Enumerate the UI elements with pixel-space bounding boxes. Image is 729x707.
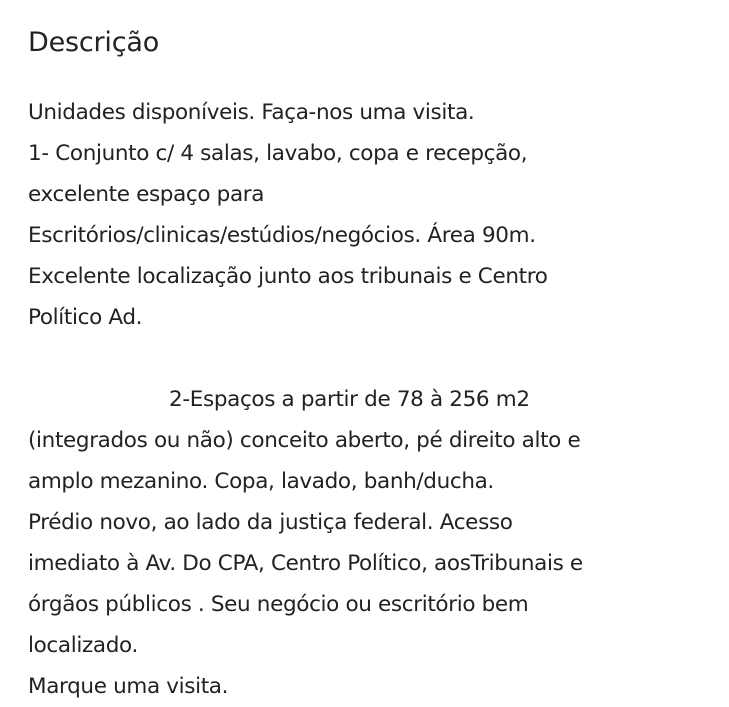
- description-line: Escritórios/clinicas/estúdios/negócios. Área 90m.: [28, 223, 536, 248]
- description-line: excelente espaço para: [28, 182, 265, 207]
- description-line: localizado.: [28, 633, 138, 658]
- paragraph-spacer: [28, 338, 718, 379]
- description-line: Marque uma visita.: [28, 674, 229, 699]
- description-line: 1- Conjunto c/ 4 salas, lavabo, copa e recepção,: [28, 141, 528, 166]
- description-body: [28, 92, 718, 707]
- description-line: (integrados ou não) conceito aberto, pé direito alto e: [28, 428, 581, 453]
- description-line: Político Ad.: [28, 305, 143, 330]
- description-line: amplo mezanino. Copa, lavado, banh/ducha.: [28, 469, 494, 494]
- description-line: Unidades disponíveis. Faça-nos uma visita.: [28, 100, 475, 125]
- description-line: órgãos públicos . Seu negócio ou escritório bem: [28, 592, 529, 617]
- section-title: Descrição: [28, 27, 160, 58]
- description-line: imediato à Av. Do CPA, Centro Político, aosTribunais e: [28, 551, 583, 576]
- description-line: Prédio novo, ao lado da justiça federal. Acesso: [28, 510, 513, 535]
- description-line: Excelente localização junto aos tribunais e Centro: [28, 264, 548, 289]
- description-line: 2-Espaços a partir de 78 à 256 m2: [169, 387, 530, 412]
